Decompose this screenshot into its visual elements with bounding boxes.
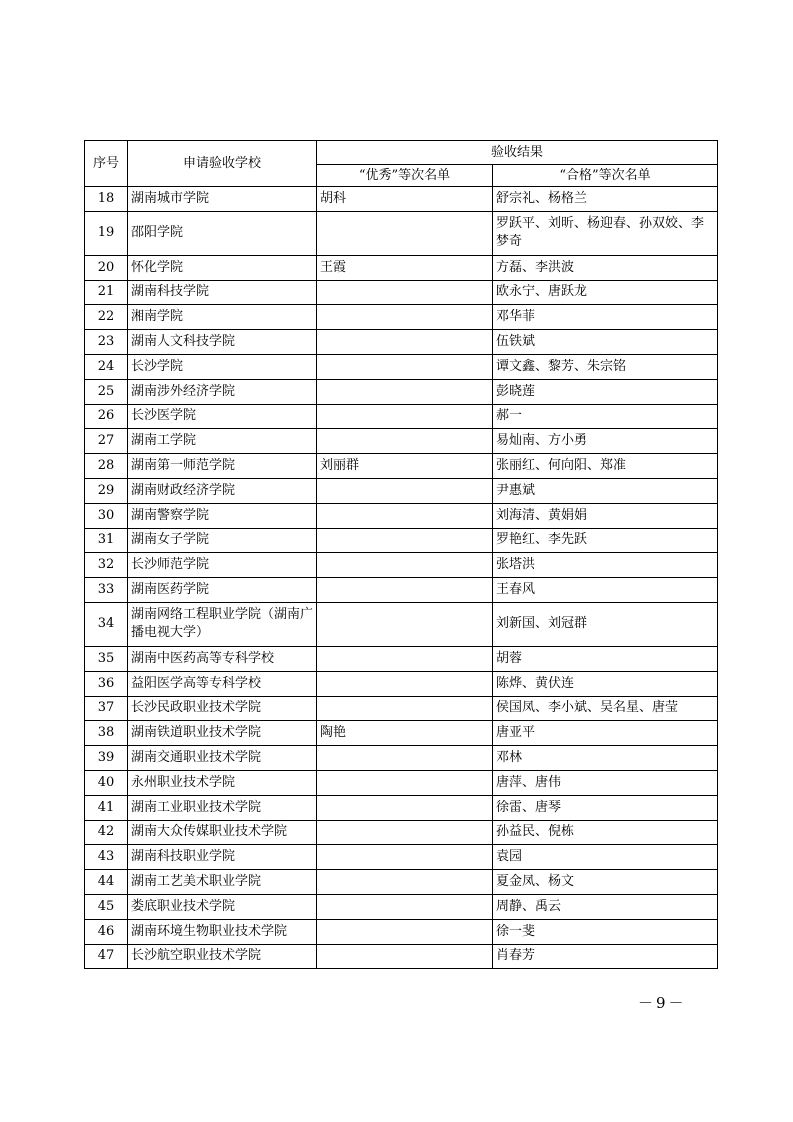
row-qualified: 郝一 — [493, 404, 718, 429]
row-qualified: 王春风 — [493, 578, 718, 603]
table-row — [85, 870, 718, 895]
page-number: －9－ — [638, 994, 687, 1012]
row-index: 27 — [85, 429, 128, 454]
row-school: 湖南环境生物职业技术学院 — [128, 919, 317, 944]
row-excellent — [317, 211, 493, 255]
row-index: 34 — [85, 602, 128, 646]
row-excellent — [317, 602, 493, 646]
table-row — [85, 454, 718, 479]
row-index: 44 — [85, 870, 128, 895]
row-qualified: 张塔洪 — [493, 553, 718, 578]
row-excellent: 王霞 — [317, 255, 493, 280]
row-index: 19 — [85, 211, 128, 255]
row-excellent — [317, 528, 493, 553]
header-result: 验收结果 — [317, 141, 718, 165]
row-qualified: 尹惠斌 — [493, 478, 718, 503]
row-index: 23 — [85, 330, 128, 355]
row-school: 湖南工学院 — [128, 429, 317, 454]
table-row — [85, 528, 718, 553]
table-row — [85, 553, 718, 578]
row-school: 湘南学院 — [128, 305, 317, 330]
row-qualified: 伍铁斌 — [493, 330, 718, 355]
row-school: 湖南网络工程职业学院（湖南广播电视大学） — [128, 602, 317, 646]
row-excellent — [317, 919, 493, 944]
table-row — [85, 503, 718, 528]
table-row — [85, 646, 718, 671]
row-excellent — [317, 280, 493, 305]
row-excellent — [317, 671, 493, 696]
row-qualified: 易灿南、方小勇 — [493, 429, 718, 454]
row-school: 怀化学院 — [128, 255, 317, 280]
row-index: 18 — [85, 187, 128, 212]
table-row — [85, 770, 718, 795]
row-school: 湖南交通职业技术学院 — [128, 746, 317, 771]
row-school: 湖南人文科技学院 — [128, 330, 317, 355]
row-index: 47 — [85, 944, 128, 969]
row-school: 长沙航空职业技术学院 — [128, 944, 317, 969]
table-row — [85, 944, 718, 969]
row-qualified: 方磊、李洪波 — [493, 255, 718, 280]
table-body — [85, 187, 718, 969]
row-qualified: 罗跃平、刘昕、杨迎春、孙双姣、李梦奇 — [493, 211, 718, 255]
header-row-1 — [85, 141, 718, 165]
row-school: 湖南城市学院 — [128, 187, 317, 212]
row-school: 湖南铁道职业技术学院 — [128, 721, 317, 746]
table-row — [85, 795, 718, 820]
row-qualified: 胡蓉 — [493, 646, 718, 671]
table-row — [85, 696, 718, 721]
row-excellent: 胡科 — [317, 187, 493, 212]
row-excellent — [317, 820, 493, 845]
table-row — [85, 671, 718, 696]
row-school: 湖南第一师范学院 — [128, 454, 317, 479]
table-row — [85, 478, 718, 503]
table-row — [85, 354, 718, 379]
row-qualified: 谭文鑫、黎芳、朱宗铭 — [493, 354, 718, 379]
row-qualified: 刘新国、刘冠群 — [493, 602, 718, 646]
table-row — [85, 746, 718, 771]
row-excellent — [317, 503, 493, 528]
row-excellent — [317, 354, 493, 379]
row-school: 湖南科技职业学院 — [128, 845, 317, 870]
row-excellent: 陶艳 — [317, 721, 493, 746]
row-index: 39 — [85, 746, 128, 771]
row-excellent — [317, 795, 493, 820]
row-qualified: 袁园 — [493, 845, 718, 870]
row-qualified: 彭晓莲 — [493, 379, 718, 404]
row-index: 25 — [85, 379, 128, 404]
row-excellent — [317, 870, 493, 895]
row-index: 31 — [85, 528, 128, 553]
row-qualified: 夏金凤、杨文 — [493, 870, 718, 895]
row-excellent — [317, 305, 493, 330]
table-row — [85, 578, 718, 603]
row-school: 长沙学院 — [128, 354, 317, 379]
row-index: 35 — [85, 646, 128, 671]
row-excellent — [317, 770, 493, 795]
row-school: 长沙民政职业技术学院 — [128, 696, 317, 721]
row-qualified: 邓华菲 — [493, 305, 718, 330]
row-qualified: 欧永宁、唐跃龙 — [493, 280, 718, 305]
row-qualified: 刘海清、黄娟娟 — [493, 503, 718, 528]
row-excellent — [317, 845, 493, 870]
row-index: 41 — [85, 795, 128, 820]
header-excellent: “优秀”等次名单 — [317, 165, 493, 187]
table-row — [85, 404, 718, 429]
table-row — [85, 820, 718, 845]
row-index: 46 — [85, 919, 128, 944]
row-school: 永州职业技术学院 — [128, 770, 317, 795]
row-excellent — [317, 330, 493, 355]
row-school: 湖南大众传媒职业技术学院 — [128, 820, 317, 845]
header-index: 序号 — [85, 141, 128, 187]
row-qualified: 肖春芳 — [493, 944, 718, 969]
table-row — [85, 721, 718, 746]
row-qualified: 徐一斐 — [493, 919, 718, 944]
row-index: 36 — [85, 671, 128, 696]
table-row — [85, 280, 718, 305]
row-qualified: 唐亚平 — [493, 721, 718, 746]
row-excellent — [317, 894, 493, 919]
table-row — [85, 845, 718, 870]
table-row — [85, 379, 718, 404]
row-school: 长沙师范学院 — [128, 553, 317, 578]
row-qualified: 张丽红、何向阳、郑准 — [493, 454, 718, 479]
table-row — [85, 305, 718, 330]
row-index: 42 — [85, 820, 128, 845]
header-qualified: “合格”等次名单 — [493, 165, 718, 187]
row-qualified: 舒宗礼、杨格兰 — [493, 187, 718, 212]
row-school: 湖南财政经济学院 — [128, 478, 317, 503]
row-excellent — [317, 646, 493, 671]
row-qualified: 侯国凤、李小斌、吴名星、唐莹 — [493, 696, 718, 721]
row-index: 26 — [85, 404, 128, 429]
table-row — [85, 211, 718, 255]
row-excellent — [317, 404, 493, 429]
table-row — [85, 894, 718, 919]
row-qualified: 周静、禹云 — [493, 894, 718, 919]
row-school: 湖南警察学院 — [128, 503, 317, 528]
header-school: 申请验收学校 — [128, 141, 317, 187]
row-qualified: 孙益民、倪栋 — [493, 820, 718, 845]
row-school: 娄底职业技术学院 — [128, 894, 317, 919]
row-index: 30 — [85, 503, 128, 528]
row-school: 邵阳学院 — [128, 211, 317, 255]
row-index: 21 — [85, 280, 128, 305]
row-index: 38 — [85, 721, 128, 746]
row-excellent — [317, 429, 493, 454]
row-excellent: 刘丽群 — [317, 454, 493, 479]
row-school: 湖南科技学院 — [128, 280, 317, 305]
table-row — [85, 429, 718, 454]
row-school: 湖南女子学院 — [128, 528, 317, 553]
row-index: 33 — [85, 578, 128, 603]
table-row — [85, 330, 718, 355]
row-excellent — [317, 944, 493, 969]
row-excellent — [317, 696, 493, 721]
table-row — [85, 919, 718, 944]
row-index: 22 — [85, 305, 128, 330]
table-row — [85, 602, 718, 646]
row-excellent — [317, 578, 493, 603]
row-index: 20 — [85, 255, 128, 280]
row-qualified: 邓林 — [493, 746, 718, 771]
row-index: 43 — [85, 845, 128, 870]
row-school: 湖南中医药高等专科学校 — [128, 646, 317, 671]
row-index: 24 — [85, 354, 128, 379]
row-qualified: 陈烨、黄伏连 — [493, 671, 718, 696]
row-school: 长沙医学院 — [128, 404, 317, 429]
row-index: 37 — [85, 696, 128, 721]
row-school: 湖南工艺美术职业学院 — [128, 870, 317, 895]
row-index: 29 — [85, 478, 128, 503]
table-row — [85, 255, 718, 280]
row-index: 40 — [85, 770, 128, 795]
row-qualified: 徐雷、唐琴 — [493, 795, 718, 820]
row-qualified: 唐萍、唐伟 — [493, 770, 718, 795]
table-row — [85, 187, 718, 212]
row-index: 32 — [85, 553, 128, 578]
row-index: 28 — [85, 454, 128, 479]
row-qualified: 罗艳红、李先跃 — [493, 528, 718, 553]
results-table — [84, 140, 718, 969]
row-school: 湖南工业职业技术学院 — [128, 795, 317, 820]
row-index: 45 — [85, 894, 128, 919]
row-excellent — [317, 478, 493, 503]
row-excellent — [317, 379, 493, 404]
row-school: 湖南涉外经济学院 — [128, 379, 317, 404]
row-excellent — [317, 746, 493, 771]
row-school: 益阳医学高等专科学校 — [128, 671, 317, 696]
row-excellent — [317, 553, 493, 578]
row-school: 湖南医药学院 — [128, 578, 317, 603]
